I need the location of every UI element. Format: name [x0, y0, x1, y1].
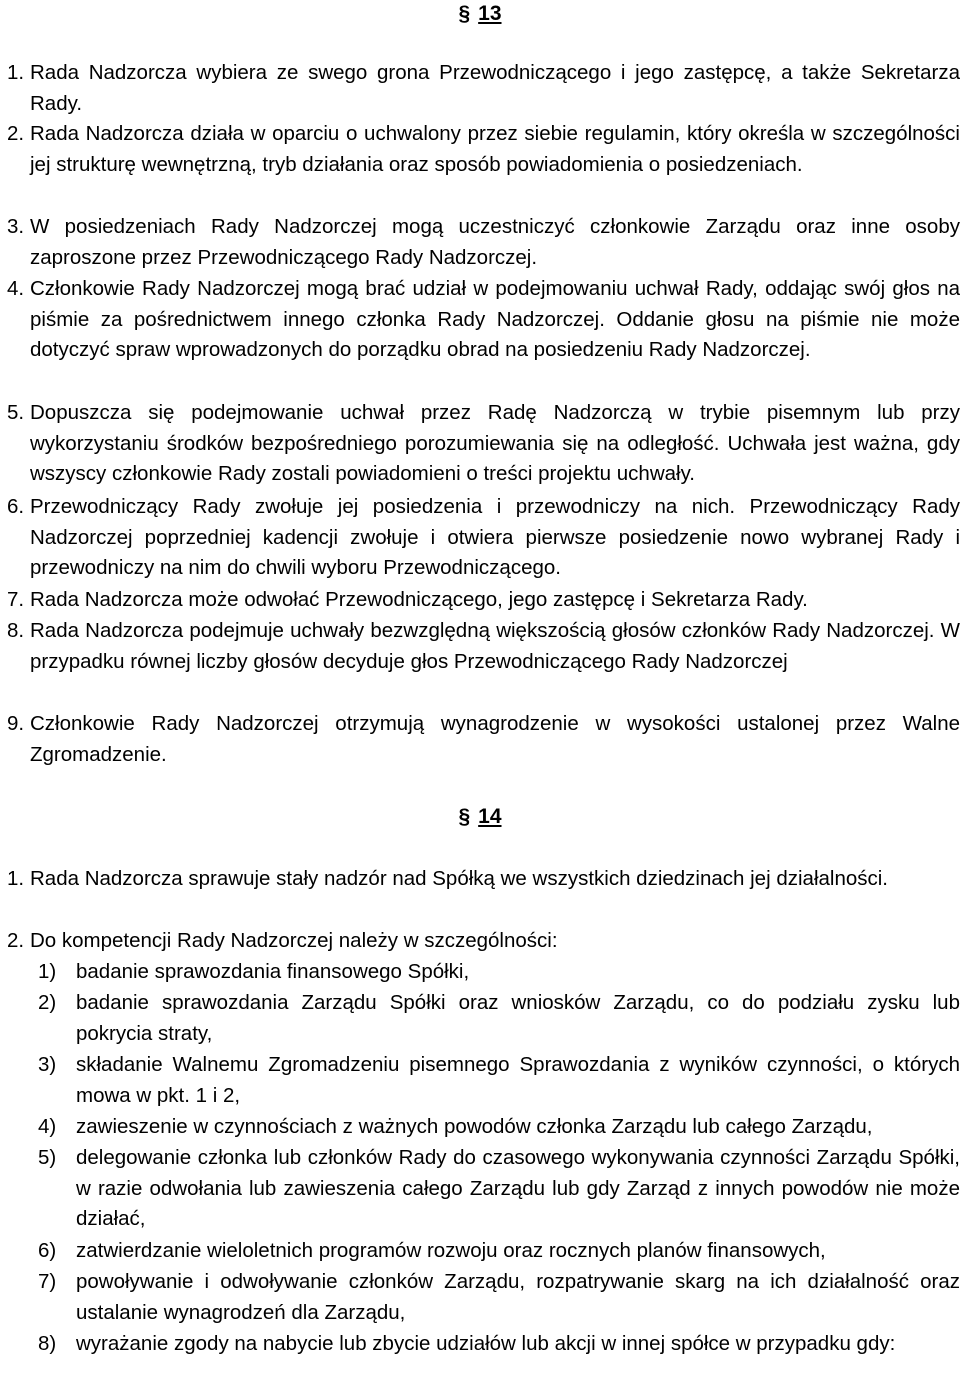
- subitem-text: powoływanie i odwoływanie członków Zarządu, rozpatrywanie skarg na ich działalność oraz ustalanie wynagrodzeń dla Zarządu,: [76, 1270, 960, 1324]
- item-text: Rada Nadzorcza może odwołać Przewodniczącego, jego zastępcę i Sekretarza Rady.: [30, 588, 808, 611]
- subitem-text: badanie sprawozdania Zarządu Spółki oraz wniosków Zarządu, co do podziału zysku lub pokrycia straty,: [76, 991, 960, 1045]
- item-marker: 2.: [7, 122, 25, 145]
- section-sign: §: [458, 2, 471, 25]
- item-marker: 9.: [7, 712, 25, 735]
- subitem-marker: 3): [38, 1053, 57, 1076]
- paragraph-item: [7, 398, 960, 490]
- subitem-text: zawieszenie w czynnościach z ważnych powodów członka Zarządu lub całego Zarządu,: [76, 1115, 873, 1138]
- paragraph-item: [7, 864, 960, 895]
- section-number: 13: [478, 2, 502, 25]
- section-number: 14: [478, 805, 502, 828]
- subitem-marker: 5): [38, 1146, 57, 1169]
- item-marker: 4.: [7, 277, 25, 300]
- paragraph-item: [7, 709, 960, 770]
- list-item: [38, 988, 960, 1049]
- section-sign: §: [458, 805, 471, 828]
- paragraph-item: [7, 58, 960, 119]
- paragraph-item: [7, 616, 960, 677]
- list-item: [38, 1236, 960, 1267]
- item-text: Członkowie Rady Nadzorczej otrzymują wynagrodzenie w wysokości ustalonej przez Walne Zgromadzenie.: [30, 712, 960, 766]
- list-item: [38, 1329, 960, 1360]
- item-text: Rada Nadzorcza podejmuje uchwały bezwzględną większością głosów członków Rady Nadzorczej. W przypadku równej liczby głosów decyduje głos Przewodniczącego Rady Nadzorczej: [30, 619, 960, 673]
- list-item: [38, 957, 960, 988]
- item-marker: 8.: [7, 619, 25, 642]
- paragraph-item: [7, 212, 960, 273]
- item-text: Rada Nadzorcza sprawuje stały nadzór nad Spółką we wszystkich dziedzinach jej działalności.: [30, 867, 889, 890]
- subitem-marker: 6): [38, 1239, 57, 1262]
- section-14-heading: [0, 803, 960, 831]
- subitem-text: składanie Walnemu Zgromadzeniu pisemnego Sprawozdania z wyników czynności, o których mowa w pkt. 1 i 2,: [76, 1053, 960, 1107]
- item-marker: 7.: [7, 588, 25, 611]
- item-text: Członkowie Rady Nadzorczej mogą brać udział w podejmowaniu uchwał Rady, oddając swój głos na piśmie za pośrednictwem innego członka Rady Nadzorczej. Oddanie głosu na piśmie nie może dotyczyć spraw wprowadzonych do porządku obrad na posiedzeniu Rady Nadzorczej.: [30, 277, 960, 362]
- list-item: [38, 1267, 960, 1328]
- paragraph-item: [7, 492, 960, 584]
- item-marker: 1.: [7, 867, 25, 890]
- item-marker: 3.: [7, 215, 25, 238]
- paragraph-item: [7, 274, 960, 366]
- paragraph-item: [7, 119, 960, 180]
- item-text: W posiedzeniach Rady Nadzorczej mogą uczestniczyć członkowie Zarządu oraz inne osoby zaproszone przez Przewodniczącego Rady Nadzorczej.: [30, 215, 960, 269]
- subitem-marker: 1): [38, 960, 57, 983]
- item-text: Rada Nadzorcza wybiera ze swego grona Przewodniczącego i jego zastępcę, a także Sekretarza Rady.: [30, 61, 960, 115]
- item-marker: 5.: [7, 401, 25, 424]
- paragraph-item: [7, 585, 960, 616]
- subitem-marker: 8): [38, 1332, 57, 1355]
- item-text: Dopuszcza się podejmowanie uchwał przez Radę Nadzorczą w trybie pisemnym lub przy wykorzystaniu środków bezpośredniego porozumiewania się na odległość. Uchwała jest ważna, gdy wszyscy członkowie Rady zostali powiadomieni o treści projektu uchwały.: [30, 401, 960, 486]
- item-text: Przewodniczący Rady zwołuje jej posiedzenia i przewodniczy na nich. Przewodniczący Rady Nadzorczej poprzedniej kadencji zwołuje i otwiera pierwsze posiedzenie nowo wybranej Rady i przewodniczy na nim do chwili wyboru Przewodniczącego.: [30, 495, 960, 580]
- paragraph-item: [7, 926, 960, 957]
- item-marker: 6.: [7, 495, 25, 518]
- subitem-marker: 7): [38, 1270, 57, 1293]
- subitem-text: wyrażanie zgody na nabycie lub zbycie udziałów lub akcji w innej spółce w przypadku gdy:: [76, 1332, 896, 1355]
- item-text: Rada Nadzorcza działa w oparciu o uchwalony przez siebie regulamin, który określa w szczególności jej strukturę wewnętrzną, tryb działania oraz sposób powiadomienia o posiedzeniach.: [30, 122, 960, 176]
- subitem-text: badanie sprawozdania finansowego Spółki,: [76, 960, 470, 983]
- item-marker: 1.: [7, 61, 25, 84]
- item-text: Do kompetencji Rady Nadzorczej należy w szczególności:: [30, 929, 558, 952]
- list-item: [38, 1112, 960, 1143]
- subitem-marker: 2): [38, 991, 57, 1014]
- subitem-text: delegowanie członka lub członków Rady do czasowego wykonywania czynności Zarządu Spółki, w razie odwołania lub zawieszenia całego Zarządu lub gdy Zarząd z innych powodów nie może działać,: [76, 1146, 960, 1231]
- list-item: [38, 1050, 960, 1111]
- section-13-heading: [0, 0, 960, 28]
- item-marker: 2.: [7, 929, 25, 952]
- list-item: [38, 1143, 960, 1235]
- subitem-marker: 4): [38, 1115, 57, 1138]
- subitem-text: zatwierdzanie wieloletnich programów rozwoju oraz rocznych planów finansowych,: [76, 1239, 826, 1262]
